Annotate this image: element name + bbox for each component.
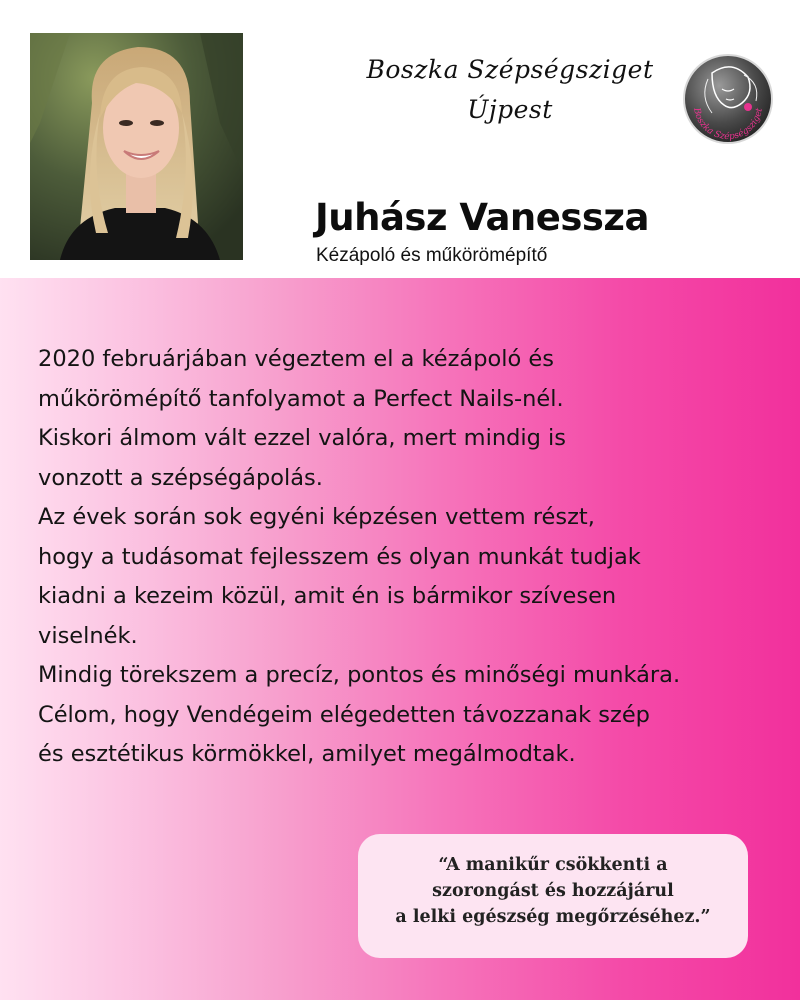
portrait-image — [30, 33, 243, 260]
salon-logo-woman-silhouette-icon — [682, 53, 774, 145]
bio-line: kiadni a kezeim közül, amit én is bármikor szívesen — [38, 583, 617, 609]
profile-name: Juhász Vanessza — [315, 196, 649, 239]
bio-line: viselnék. — [38, 622, 138, 649]
quote-line: a lelki egészség megőrzéséhez.” — [395, 907, 711, 927]
bio-text — [38, 340, 788, 775]
portrait-photo — [30, 33, 243, 260]
bio-line: és esztétikus körmökkel, amilyet megálmodtak. — [38, 741, 576, 767]
logo-text: Boszka Szépségsziget — [691, 107, 765, 143]
bio-line: Célom, hogy Vendégeim elégedetten távozzanak szép — [38, 701, 650, 728]
bio-line: műkörömépítő tanfolyamot a Perfect Nails-nél. — [38, 385, 564, 412]
bio-line: Mindig törekszem a precíz, pontos és minőségi munkára. — [38, 662, 681, 688]
bio-line: vonzott a szépségápolás. — [38, 464, 323, 491]
bio-line: Kiskori álmom vált ezzel valóra, mert mindig is — [38, 425, 567, 451]
salon-title — [340, 50, 680, 130]
salon-name: Boszka Szépségsziget — [366, 55, 654, 84]
salon-location: Újpest — [467, 95, 553, 124]
salon-logo-icon — [682, 53, 774, 145]
profile-role: Kézápoló és műkörömépítő — [316, 245, 548, 266]
quote-line: “A manikűr csökkenti a — [438, 855, 668, 875]
quote-box — [358, 834, 748, 958]
bio-line: 2020 februárjában végeztem el a kézápoló és — [38, 346, 554, 372]
header-section — [0, 0, 800, 278]
quote-line: szorongást és hozzájárul — [432, 881, 674, 901]
bio-line: hogy a tudásomat fejlesszem és olyan munkát tudjak — [38, 543, 641, 570]
bio-line: Az évek során sok egyéni képzésen vettem részt, — [38, 504, 595, 530]
